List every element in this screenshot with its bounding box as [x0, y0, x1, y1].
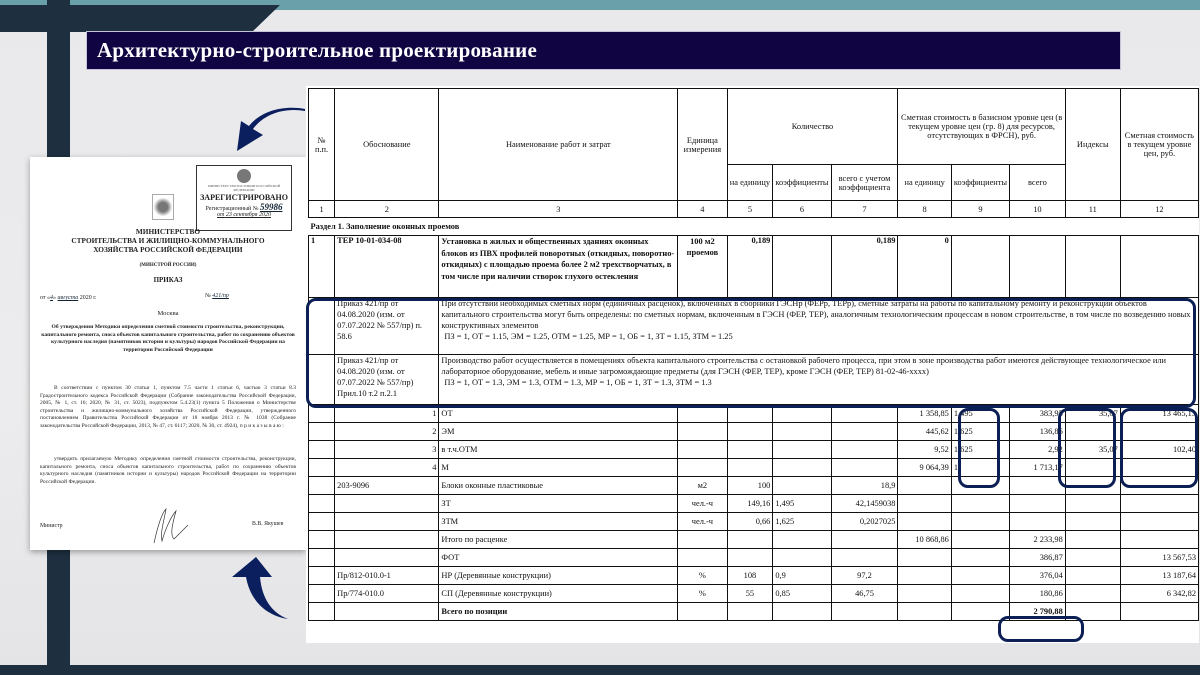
cell-cur	[1120, 423, 1198, 441]
header-name: Наименование работ и затрат	[439, 89, 678, 201]
cell-q3	[831, 405, 898, 423]
cell-c1	[898, 549, 951, 567]
cell-name: в т.ч.ОТМ	[439, 441, 678, 459]
curved-arrow-left-icon	[235, 105, 305, 155]
header-cost-total: всего	[1010, 165, 1066, 201]
cell-name: Всего по позиции	[439, 603, 678, 621]
cell-q2	[773, 441, 831, 459]
header-num: № п.п.	[309, 89, 335, 201]
cell-q2	[773, 459, 831, 477]
order-preamble: В соответствии с пунктом 30 статьи 1, пунктом 7.5 части 1 статьи 6, частью 3 статьи 8.3 Градостроительного кодекса Российской Федерации (Собрание законодательства Российской Федерации, 2005, № 1, ст. 16; 2020, № 31, ст. 5023), подпунктом 5.4.23(1) пункта 5 Положения о Министерстве строительства и жилищно-коммунального хозяйства Российской Федерации, утвержденного постановлением Правительства Российской Федерации от 18 ноября 2013 г. № 1038 (Собрание законодательства Российской Федерации, 2013, № 47, ст. 6117; 2020, № 30, ст. 4924), п р и к а з ы в а ю :	[40, 385, 296, 429]
cell-q1	[727, 531, 773, 549]
cell-idx	[1065, 549, 1120, 567]
cell-c3	[1010, 495, 1066, 513]
cell-c2	[951, 531, 1009, 549]
cell-basis: 2	[335, 423, 439, 441]
cell-c1	[898, 495, 951, 513]
cell-idx: 35,07	[1065, 441, 1120, 459]
order-document-scan	[30, 157, 306, 550]
header-cost-coef: коэффициенты	[951, 165, 1009, 201]
coefficient-note-row: Приказ 421/пр от 04.08.2020 (изм. от 07.07.2022 № 557/пр) п. 58.6 При отсутствии необходимых сметных норм (единичных расценок), включенных в сборники ГЭСНр (ФЕРр, ТЕРр), сметные затраты на работы по капитальному ремонту и реконструкции объектов капитального строительства могут быть определены: по сметных нормам, включенным в ГЭСН (ФЕР, ТЕР), аналогичным технологическим процессам в новом строительстве, в том числе по возведению новых конструктивных элементов ПЗ = 1, ОТ = 1.15, ЭМ = 1.25, ОТМ = 1.25, МР = 1, ОБ = 1, ЗТ = 1.15, ЗТМ = 1.25	[309, 298, 1199, 355]
cell-cur	[1120, 459, 1198, 477]
cell-c2	[951, 513, 1009, 531]
cell-unit: %	[678, 567, 727, 585]
cell-q2	[773, 603, 831, 621]
minister-label: Министр	[40, 523, 63, 529]
cell-unit	[678, 531, 727, 549]
estimate-table	[308, 88, 1199, 621]
cell-c3: 2,92	[1010, 441, 1066, 459]
cell-c1	[898, 567, 951, 585]
cell-q2: 0,9	[773, 567, 831, 585]
cell-unit	[678, 603, 727, 621]
cell-c2	[951, 567, 1009, 585]
coefficient-note-row: Приказ 421/пр от 04.08.2020 (изм. от 07.07.2022 № 557/пр) Прил.10 т.2 п.2.1 Производство работ осуществляется в помещениях объекта капитального строительства с остановкой рабочего процесса, при этом в зоне производства работ имеются действующее технологическое или лабораторное оборудование, мебель и иные загромождающие предметы (для ГЭСН (ФЕР, ТЕР), кроме ГЭСН (ФЕР, ТЕР) 81-02-46-xxxx) ПЗ = 1, ОТ = 1.3, ЭМ = 1.3, ОТМ = 1.3, МР = 1, ОБ = 1, ЗТ = 1.3, ЗТМ = 1.3	[309, 355, 1199, 405]
stamp-authority: МИНИСТЕРСТВО ЮСТИЦИИ РОССИЙСКОЙ ФЕДЕРАЦИИ	[207, 184, 281, 192]
stamp-reg-number: Регистрационный № 59986	[205, 202, 283, 212]
cell-q2	[773, 477, 831, 495]
cell-idx: 35,07	[1065, 405, 1120, 423]
order-city: Москва	[157, 310, 179, 317]
cell-q3: 18,9	[831, 477, 898, 495]
cell-idx	[1065, 495, 1120, 513]
cell-basis: 203-9096	[335, 477, 439, 495]
crest-icon	[152, 194, 174, 220]
cell-c3: 386,87	[1010, 549, 1066, 567]
cell-c3: 383,95	[1010, 405, 1066, 423]
cell-basis: 3	[335, 441, 439, 459]
top-navy-band	[0, 5, 280, 32]
cell-cur	[1120, 477, 1198, 495]
curved-arrow-up-icon	[232, 555, 290, 620]
ministry-short-name: (МИНСТРОЙ РОССИИ)	[139, 263, 197, 268]
cell-idx	[1065, 459, 1120, 477]
cell-name: ЗТМ	[439, 513, 678, 531]
cell-q3: 0,2027025	[831, 513, 898, 531]
table-row	[309, 477, 1199, 495]
cell-basis	[335, 513, 439, 531]
cell-q2	[773, 531, 831, 549]
cell-basis: Пр/812-010.0-1	[335, 567, 439, 585]
header-qty-total: всего с учетом коэффициента	[831, 165, 898, 201]
cell-c1: 9 064,39	[898, 459, 951, 477]
cell-c3: 2 233,98	[1010, 531, 1066, 549]
cell-unit: %	[678, 585, 727, 603]
table-row	[309, 459, 1199, 477]
cell-q2: 0,85	[773, 585, 831, 603]
cell-unit: чел.-ч	[678, 513, 727, 531]
cell-c1: 1 358,85	[898, 405, 951, 423]
cell-name: ОТ	[439, 405, 678, 423]
cell-name: Блоки оконные пластиковые	[439, 477, 678, 495]
cell-c2: 1,495	[951, 405, 1009, 423]
order-resolution: утвердить прилагаемую Методику определения сметной стоимости строительства, реконструкции, капитального ремонта, сноса объектов капитального строительства, работ по сохранению объектов культурного наследия (памятников истории и культуры) народов Российской Федерации на территории Российской Федерации.	[40, 456, 296, 485]
cell-basis: Пр/774-010.0	[335, 585, 439, 603]
table-row	[309, 495, 1199, 513]
cell-basis: 1	[335, 405, 439, 423]
stamp-date: от 23 сентября 2020	[217, 212, 271, 218]
cell-q1	[727, 405, 773, 423]
cell-c1: 9,52	[898, 441, 951, 459]
cell-idx	[1065, 603, 1120, 621]
cell-c3	[1010, 513, 1066, 531]
cell-q3	[831, 603, 898, 621]
table-row	[309, 531, 1199, 549]
bottom-bar	[0, 665, 1200, 675]
cell-c1	[898, 585, 951, 603]
cell-q3: 97,2	[831, 567, 898, 585]
order-date: от «4» августа 2020 г.	[40, 295, 97, 301]
cell-cur: 6 342,82	[1120, 585, 1198, 603]
table-row	[309, 549, 1199, 567]
cell-name: ЗТ	[439, 495, 678, 513]
registration-stamp	[196, 165, 292, 231]
cell-c1	[898, 603, 951, 621]
cell-c2	[951, 477, 1009, 495]
order-number: № 421/пр	[205, 293, 229, 299]
cell-basis: 4	[335, 459, 439, 477]
header-unit: Единица измерения	[678, 89, 727, 201]
cell-basis	[335, 549, 439, 567]
cell-cur: 13 465,13	[1120, 405, 1198, 423]
cell-q3: 42,1459038	[831, 495, 898, 513]
cell-q2	[773, 423, 831, 441]
section-title: Раздел 1. Заполнение оконных проемов	[310, 222, 460, 231]
order-subject: Об утверждении Методики определения сметной стоимости строительства, реконструкции, капитального ремонта, сноса объектов капитального строительства, работ по сохранению объектов культурного наследия (памятников истории и культуры) народов Российской Федерации на территории Российской Федерации	[41, 324, 295, 353]
cell-c2	[951, 603, 1009, 621]
cell-q1: 55	[727, 585, 773, 603]
table-row	[309, 423, 1199, 441]
ministry-name: МИНИСТЕРСТВО СТРОИТЕЛЬСТВА И ЖИЛИЩНО-КОММУНАЛЬНОГО ХОЗЯЙСТВА РОССИЙСКОЙ ФЕДЕРАЦИИ	[71, 227, 265, 254]
cell-basis	[335, 531, 439, 549]
cell-q1	[727, 603, 773, 621]
coat-of-arms-icon	[237, 169, 251, 183]
table-row	[309, 513, 1199, 531]
header-basis: Обоснование	[335, 89, 439, 201]
cell-idx	[1065, 513, 1120, 531]
cell-cur	[1120, 603, 1198, 621]
cell-c2: 1,625	[951, 441, 1009, 459]
cell-cur	[1120, 513, 1198, 531]
cell-q1	[727, 549, 773, 567]
cell-name: М	[439, 459, 678, 477]
estimate-sheet	[306, 86, 1199, 643]
header-current-cost: Сметная стоимость в текущем уровне цен, руб.	[1120, 89, 1198, 201]
order-title: ПРИКАЗ	[153, 276, 183, 284]
cell-q1: 100	[727, 477, 773, 495]
cell-cur: 102,40	[1120, 441, 1198, 459]
cell-c3: 1 713,17	[1010, 459, 1066, 477]
signature-icon	[150, 505, 190, 545]
cell-idx	[1065, 531, 1120, 549]
cell-unit: м2	[678, 477, 727, 495]
cell-c3: 2 790,88	[1010, 603, 1066, 621]
cell-q3	[831, 441, 898, 459]
cell-q3: 46,75	[831, 585, 898, 603]
cell-q1	[727, 459, 773, 477]
table-row	[309, 603, 1199, 621]
cell-c1: 10 868,86	[898, 531, 951, 549]
cell-idx	[1065, 567, 1120, 585]
stamp-registered: ЗАРЕГИСТРИРОВАНО	[200, 193, 288, 202]
table-row	[309, 441, 1199, 459]
header-qty-coef: коэффициенты	[773, 165, 831, 201]
cell-c3: 180,86	[1010, 585, 1066, 603]
cell-name: СП (Деревянные конструкции)	[439, 585, 678, 603]
cell-cur	[1120, 495, 1198, 513]
cell-unit: чел.-ч	[678, 495, 727, 513]
cell-c3	[1010, 477, 1066, 495]
cell-basis	[335, 495, 439, 513]
cell-name: ЭМ	[439, 423, 678, 441]
header-qty-per-unit: на единицу	[727, 165, 773, 201]
cell-basis	[335, 603, 439, 621]
cell-c3: 376,04	[1010, 567, 1066, 585]
column-number-row: 1 2 3 4 5 6 7 8 9 10 11 12	[309, 201, 1199, 218]
table-row	[309, 585, 1199, 603]
cell-c1	[898, 513, 951, 531]
cell-q3	[831, 423, 898, 441]
cell-c1: 445,62	[898, 423, 951, 441]
header-indexes: Индексы	[1065, 89, 1120, 201]
cell-q3	[831, 531, 898, 549]
header-base-cost: Сметная стоимость в базисном уровне цен (в текущем уровне цен (гр. 8) для ресурсов, отсутствующих в ФРСН), руб.	[898, 89, 1065, 165]
cell-q1: 149,16	[727, 495, 773, 513]
cell-unit	[678, 405, 727, 423]
cell-unit	[678, 549, 727, 567]
cell-q2: 1,625	[773, 513, 831, 531]
header-quantity: Количество	[727, 89, 898, 165]
table-row	[309, 567, 1199, 585]
cell-q3	[831, 459, 898, 477]
cell-c3: 136,86	[1010, 423, 1066, 441]
cell-idx	[1065, 423, 1120, 441]
cell-unit	[678, 459, 727, 477]
cell-c2	[951, 549, 1009, 567]
cell-q1: 108	[727, 567, 773, 585]
cell-idx	[1065, 585, 1120, 603]
cell-name: НР (Деревянные конструкции)	[439, 567, 678, 585]
signer-name: В.В. Якушев	[252, 521, 284, 527]
cell-cur	[1120, 531, 1198, 549]
cell-c1	[898, 477, 951, 495]
cell-q3	[831, 549, 898, 567]
slide-title: Архитектурно-строительное проектирование	[86, 31, 1121, 70]
cell-q2	[773, 549, 831, 567]
cell-q1	[727, 423, 773, 441]
cell-c2	[951, 495, 1009, 513]
cell-unit	[678, 441, 727, 459]
cell-cur: 13 567,53	[1120, 549, 1198, 567]
cell-cur: 13 187,64	[1120, 567, 1198, 585]
cell-name: ФОТ	[439, 549, 678, 567]
table-row	[309, 405, 1199, 423]
cell-c2	[951, 585, 1009, 603]
position-row: 1 ТЕР 10-01-034-08 Установка в жилых и общественных зданиях оконных блоков из ПВХ профилей поворотных (откидных, поворотно-откидных) с площадью проема более 2 м2 трехстворчатых, в том числе при наличии створок глухого остекления 100 м2 проемов 0,189 0,189 0	[309, 236, 1199, 298]
cell-q2	[773, 405, 831, 423]
cell-q1	[727, 441, 773, 459]
cell-c2: 1,625	[951, 423, 1009, 441]
cell-c2: 1	[951, 459, 1009, 477]
cell-unit	[678, 423, 727, 441]
cell-q2: 1,495	[773, 495, 831, 513]
header-cost-per-unit: на единицу	[898, 165, 951, 201]
cell-q1: 0,66	[727, 513, 773, 531]
cell-name: Итого по расценке	[439, 531, 678, 549]
cell-idx	[1065, 477, 1120, 495]
